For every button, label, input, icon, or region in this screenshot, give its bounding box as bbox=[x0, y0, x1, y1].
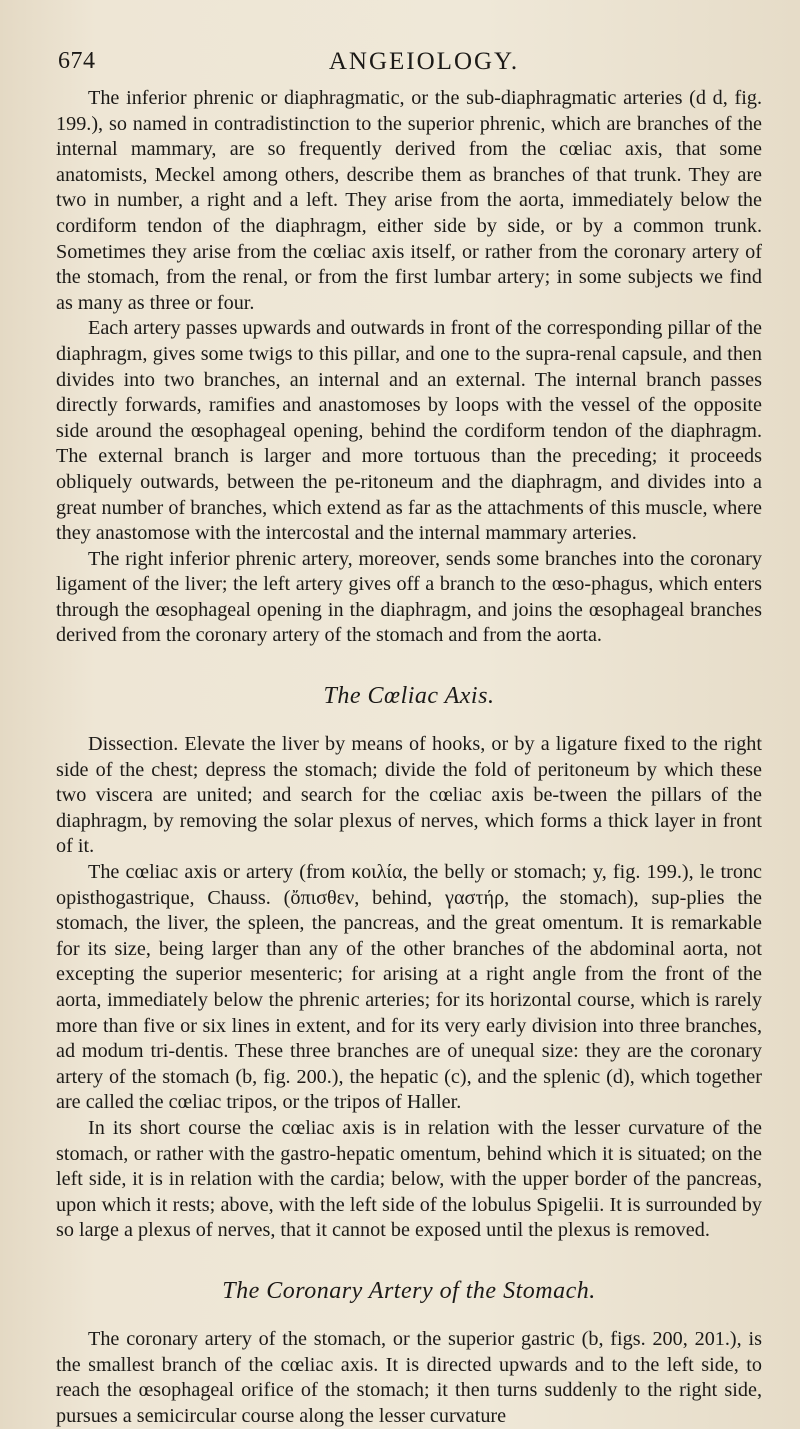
section-title-coeliac-axis: The Cœliac Axis. bbox=[323, 683, 495, 710]
page-number: 674 bbox=[58, 48, 96, 74]
section-coeliac-axis bbox=[56, 732, 762, 1244]
section-inferior-phrenic bbox=[56, 86, 762, 649]
paragraph: The inferior phrenic or diaphragmatic, or the sub-diaphragmatic arteries (d d, fig. 199.), so named in contradistinction to the superior phrenic, which are branches of the internal mammary, are so frequently derived from the cœliac axis, that some anatomists, Meckel among others, describe them as branches of that trunk. They are two in number, a right and a left. They arise from the aorta, immediately below the cordiform tendon of the diaphragm, either side by side, or by a common trunk. Sometimes they arise from the cœliac axis itself, or rather from the coronary artery of the stomach, from the renal, or from the first lumbar artery; in some subjects we find as many as three or four. bbox=[56, 87, 762, 314]
paragraph: In its short course the cœliac axis is in relation with the lesser curvature of the stomach, or rather with the gastro-hepatic omentum, behind which it is situated; on the left side, it is in relation with the cardia; below, with the upper border of the pancreas, upon which it rests; above, with the left side of the lobulus Spigelii. It is surrounded by so large a plexus of nerves, that it cannot be exposed until the plexus is removed. bbox=[56, 1116, 762, 1242]
paragraph: Each artery passes upwards and outwards in front of the corresponding pillar of the diaphragm, gives some twigs to this pillar, and one to the supra-renal capsule, and then divides into two branches, an internal and an external. The internal branch passes directly forwards, ramifies and anastomoses by loops with the vessel of the opposite side around the œsophageal opening, behind the cordiform tendon of the diaphragm. The external branch is larger and more tortuous than the preceding; it proceeds obliquely outwards, between the pe-ritoneum and the diaphragm, and divides into a great number of branches, which extend as far as the attachments of this muscle, where they anastomose with the intercostal and the internal mammary arteries. bbox=[56, 317, 762, 545]
running-title: ANGEIOLOGY. bbox=[328, 48, 520, 75]
section-title-coronary-artery: The Coronary Artery of the Stomach. bbox=[222, 1277, 596, 1304]
paragraph: Dissection. Elevate the liver by means of hooks, or by a ligature fixed to the right side of the chest; depress the stomach; divide the fold of peritoneum by which these two viscera are united; and search for the cœliac axis be-tween the pillars of the diaphragm, by removing the solar plexus of nerves, which forms a thick layer in front of it. bbox=[56, 733, 762, 858]
paragraph: The right inferior phrenic artery, moreover, sends some branches into the coronary ligament of the liver; the left artery gives off a branch to the œso-phagus, which enters through the œsophageal opening in the diaphragm, and joins the œsophageal branches derived from the coronary artery of the stomach and from the aorta. bbox=[56, 547, 762, 647]
running-head bbox=[56, 48, 762, 82]
paragraph: The coronary artery of the stomach, or the superior gastric (b, figs. 200, 201.), is the smallest branch of the cœliac axis. It is directed upwards and to the left side, to reach the œsophageal orifice of the stomach; it then turns suddenly to the right side, pursues a semicircular course along the lesser curvature bbox=[56, 1327, 762, 1427]
section-coronary-artery bbox=[56, 1327, 762, 1429]
paragraph: The cœliac axis or artery (from κοιλία, the belly or stomach; y, fig. 199.), le tronc opisthogastrique, Chauss. (ὄπισθεν, behind, γαστήρ, the stomach), sup-plies the stomach, the liver, the spleen, the pancreas, and the great omentum. It is remarkable for its size, being larger than any of the other branches of the abdominal aorta, not excepting the superior mesenteric; for arising at a right angle from the front of the aorta, immediately below the phrenic arteries; for its horizontal course, which is rarely more than five or six lines in extent, and for its very early division into three branches, ad modum tri-dentis. These three branches are of unequal size: they are the coronary artery of the stomach (b, fig. 200.), the hepatic (c), and the splenic (d), which together are called the cœliac tripos, or the tripos of Haller. bbox=[56, 861, 762, 1114]
